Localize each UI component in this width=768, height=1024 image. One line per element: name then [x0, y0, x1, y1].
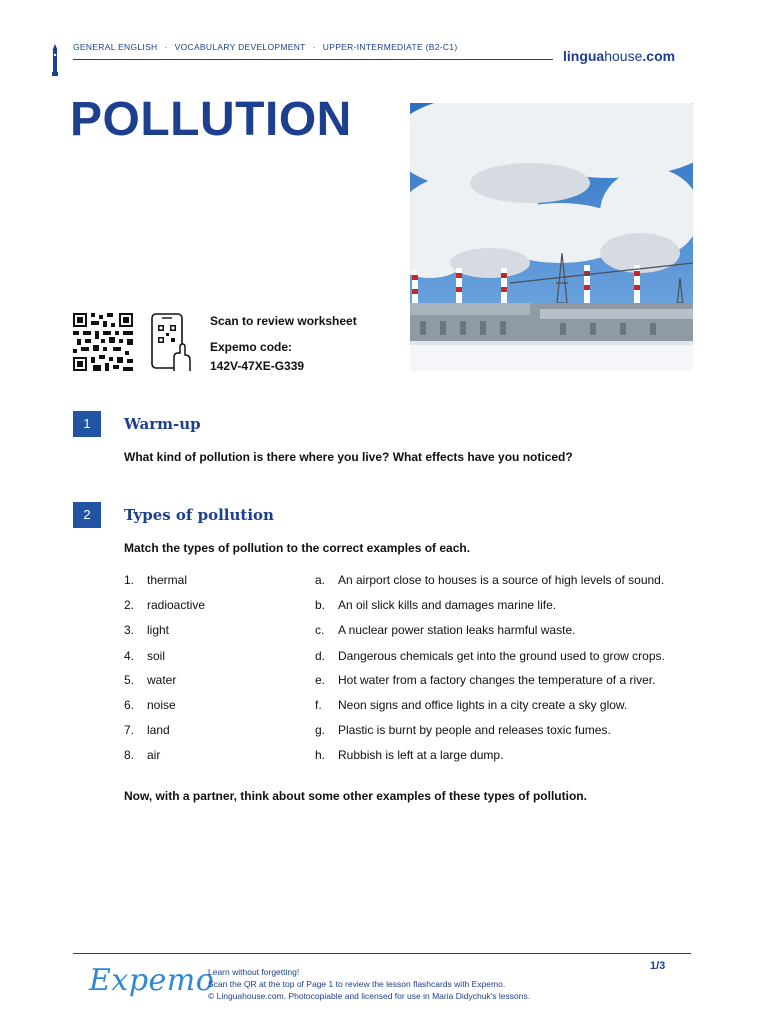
breadcrumb-item: UPPER-INTERMEDIATE (B2-C1) [322, 42, 458, 52]
footer-scan-note: Scan the QR at the top of Page 1 to review the lesson flashcards with Expemo. [208, 979, 506, 989]
term-item: air [147, 748, 161, 762]
term-item: radioactive [147, 598, 206, 612]
power-plant-photo [410, 103, 693, 371]
breadcrumb: GENERAL ENGLISH · VOCABULARY DEVELOPMENT · UPPER-INTERMEDIATE (B2-C1) [73, 42, 458, 52]
term-item: light [147, 623, 170, 637]
term-item: land [147, 723, 170, 737]
example-letter: b. [315, 598, 326, 612]
term-item: water [147, 673, 177, 687]
example-item: An airport close to houses is a source of high levels of sound. [338, 573, 665, 587]
example-letter: e. [315, 673, 326, 687]
example-letter: d. [315, 649, 326, 663]
footer-text [208, 966, 530, 1002]
expemo-logo: Expemo [89, 963, 215, 998]
scan-instruction: Scan to review worksheet [210, 314, 357, 328]
breadcrumb-item: GENERAL ENGLISH [73, 42, 158, 52]
term-number: 1. [124, 573, 135, 587]
example-item: Neon signs and office lights in a city create a sky glow. [338, 698, 628, 712]
example-letter: g. [315, 723, 326, 737]
example-item: Hot water from a factory changes the temperature of a river. [338, 673, 656, 687]
header-divider [73, 59, 553, 60]
section-instruction: What kind of pollution is there where you live? What effects have you noticed? [124, 450, 573, 464]
footer-divider [73, 953, 691, 954]
expemo-code-label: Expemo code: [210, 340, 293, 354]
section-number-badge: 2 [73, 502, 101, 528]
example-item: Rubbish is left at a large dump. [338, 748, 504, 762]
example-item: Plastic is burnt by people and releases toxic fumes. [338, 723, 611, 737]
expemo-code-value: 142V-47XE-G339 [210, 359, 305, 373]
phone-scan-icon [150, 313, 192, 373]
footer-copyright: © Linguahouse.com. Photocopiable and licensed for use in Maria Didychuk's lessons. [208, 991, 531, 1001]
example-letter: f. [315, 698, 322, 712]
example-letter: c. [315, 623, 325, 637]
section-title-types-of-pollution: Types of pollution [124, 506, 274, 524]
example-item: Dangerous chemicals get into the ground used to grow crops. [338, 649, 665, 663]
example-letter: h. [315, 748, 326, 762]
term-item: soil [147, 649, 166, 663]
page-title: POLLUTION [70, 93, 352, 146]
big-ben-icon [51, 44, 59, 76]
term-number: 5. [124, 673, 135, 687]
section-instruction: Match the types of pollution to the correct examples of each. [124, 541, 471, 555]
section-title-warm-up: Warm-up [124, 415, 201, 433]
example-item: An oil slick kills and damages marine life. [338, 598, 557, 612]
term-number: 2. [124, 598, 135, 612]
term-number: 7. [124, 723, 135, 737]
term-item: noise [147, 698, 176, 712]
example-letter: a. [315, 573, 326, 587]
term-number: 6. [124, 698, 135, 712]
term-item: thermal [147, 573, 188, 587]
qr-code-icon[interactable] [73, 313, 133, 371]
section-number-badge: 1 [73, 411, 101, 437]
breadcrumb-item: VOCABULARY DEVELOPMENT [174, 42, 306, 52]
brand-logo[interactable]: linguahouse.com [563, 48, 676, 64]
example-item: A nuclear power station leaks harmful waste. [338, 623, 576, 637]
page-number: 1/3 [650, 960, 666, 972]
term-number: 3. [124, 623, 135, 637]
footer-tagline: Learn without forgetting! [208, 967, 300, 977]
term-number: 8. [124, 748, 135, 762]
term-number: 4. [124, 649, 135, 663]
followup-instruction: Now, with a partner, think about some other examples of these types of pollution. [124, 789, 587, 803]
